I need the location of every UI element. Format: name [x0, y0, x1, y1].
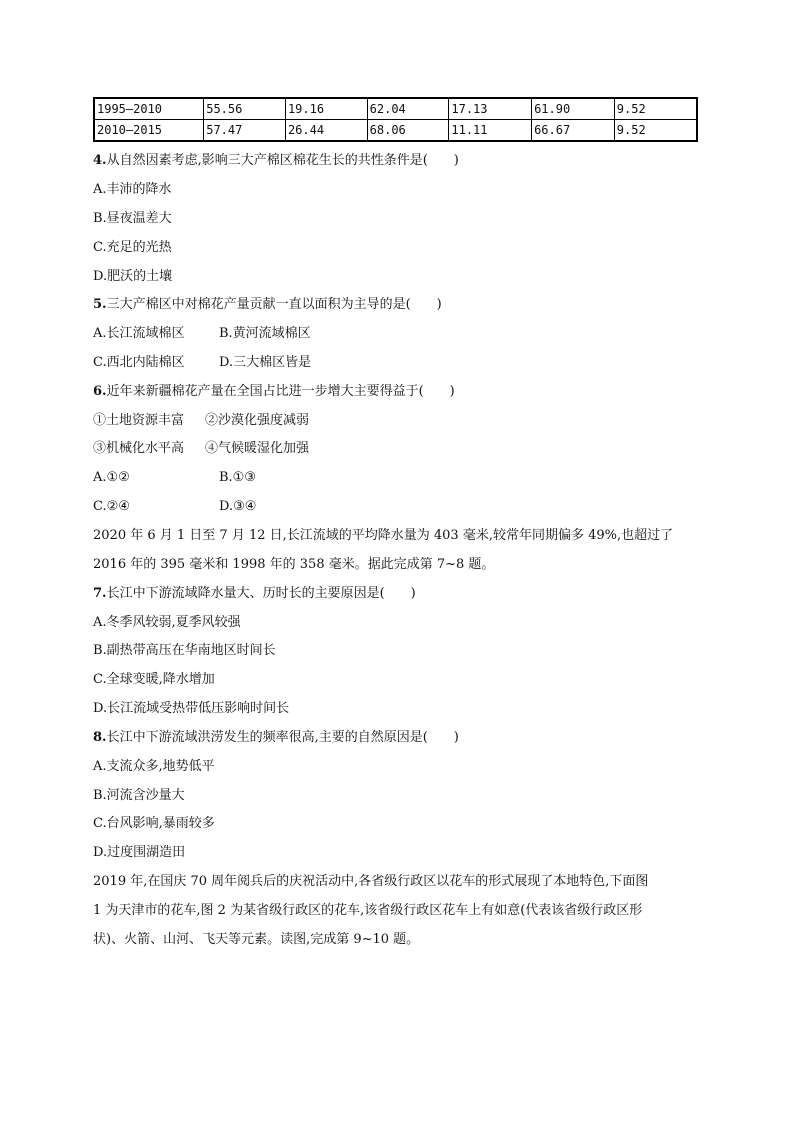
question-4-stem [93, 153, 459, 169]
option-row [93, 499, 257, 515]
table-cell: 1995—2010 [94, 98, 204, 120]
question-text: 三大产棉区中对棉花产量贡献一直以面积为主导的是( ) [106, 297, 442, 312]
passage-line: 2016 年的 395 毫米和 1998 年的 358 毫米。据此完成第 7~8 题。 [93, 557, 495, 572]
question-8-stem [93, 730, 459, 746]
option-row [93, 326, 311, 342]
passage-line: 1 为天津市的花车,图 2 为某省级行政区的花车,该省级行政区花车上有如意(代表该省级行政区形 [93, 903, 643, 918]
question-7-stem [93, 586, 416, 602]
option-b: B.河流含沙量大 [93, 788, 185, 803]
passage-line: 2020 年 6 月 1 日至 7 月 12 日,长江流域的平均降水量为 403 毫米,较常年同期偏多 49%,也超过了 [93, 528, 674, 543]
table-cell: 19.16 [285, 98, 367, 120]
table-row [94, 120, 697, 142]
option-d: D.③④ [219, 499, 257, 514]
option-b: B.黄河流域棉区 [219, 326, 311, 341]
question-number: 5. [93, 297, 107, 312]
table-cell: 68.06 [367, 120, 449, 142]
table-cell: 26.44 [285, 120, 367, 142]
option-b: B.①③ [219, 470, 256, 485]
table-cell: 57.47 [204, 120, 286, 142]
item-row [93, 413, 310, 429]
option-b: B.昼夜温差大 [93, 211, 172, 226]
option-c: C.全球变暖,降水增加 [93, 672, 215, 687]
question-text: 近年来新疆棉花产量在全国占比进一步增大主要得益于( ) [106, 384, 455, 399]
question-text: 从自然因素考虑,影响三大产棉区棉花生长的共性条件是( ) [106, 153, 459, 168]
statistics-table [93, 97, 698, 142]
option-d: D.三大棉区皆是 [219, 355, 312, 370]
passage-line: 2019 年,在国庆 70 周年阅兵后的庆祝活动中,各省级行政区以花车的形式展现了本地特色,下面图 [93, 874, 649, 889]
table-cell: 66.67 [532, 120, 615, 142]
option-a: A.冬季风较弱,夏季风较强 [93, 615, 241, 630]
table-cell: 62.04 [367, 98, 449, 120]
option-a: A.长江流域棉区 [93, 326, 185, 341]
option-d: D.长江流域受热带低压影响时间长 [93, 701, 290, 716]
option-a: A.①② [93, 470, 130, 485]
option-d: D.肥沃的土壤 [93, 269, 173, 284]
item-3: ③机械化水平高 [93, 441, 185, 456]
table-cell: 55.56 [204, 98, 286, 120]
question-5-stem [93, 297, 442, 313]
table-cell: 11.11 [449, 120, 532, 142]
option-a: A.支流众多,地势低平 [93, 759, 215, 774]
table-cell: 9.52 [614, 98, 697, 120]
question-text: 长江中下游流域洪涝发生的频率很高,主要的自然原因是( ) [106, 730, 459, 745]
option-d: D.过度围湖造田 [93, 845, 186, 860]
option-b: B.副热带高压在华南地区时间长 [93, 643, 276, 658]
passage-line: 状)、火箭、山河、飞天等元素。读图,完成第 9~10 题。 [93, 932, 420, 947]
item-row [93, 441, 310, 457]
option-a: A.丰沛的降水 [93, 182, 172, 197]
table-cell: 61.90 [532, 98, 615, 120]
option-c: C.充足的光热 [93, 240, 172, 255]
table-row [94, 98, 697, 120]
item-1: ①土地资源丰富 [93, 413, 185, 428]
table-cell: 2010—2015 [94, 120, 204, 142]
item-2: ②沙漠化强度减弱 [205, 413, 310, 428]
option-c: C.②④ [93, 499, 130, 514]
item-4: ④气候暖湿化加强 [205, 441, 310, 456]
question-number: 4. [93, 153, 107, 168]
option-c: C.台风影响,暴雨较多 [93, 816, 215, 831]
option-row [93, 470, 256, 486]
question-text: 长江中下游流域降水量大、历时长的主要原因是( ) [106, 586, 416, 601]
question-number: 8. [93, 730, 107, 745]
option-row [93, 355, 312, 371]
table-cell: 9.52 [614, 120, 697, 142]
question-6-stem [93, 384, 455, 400]
option-c: C.西北内陆棉区 [93, 355, 185, 370]
question-number: 7. [93, 586, 107, 601]
table-cell: 17.13 [449, 98, 532, 120]
question-number: 6. [93, 384, 107, 399]
